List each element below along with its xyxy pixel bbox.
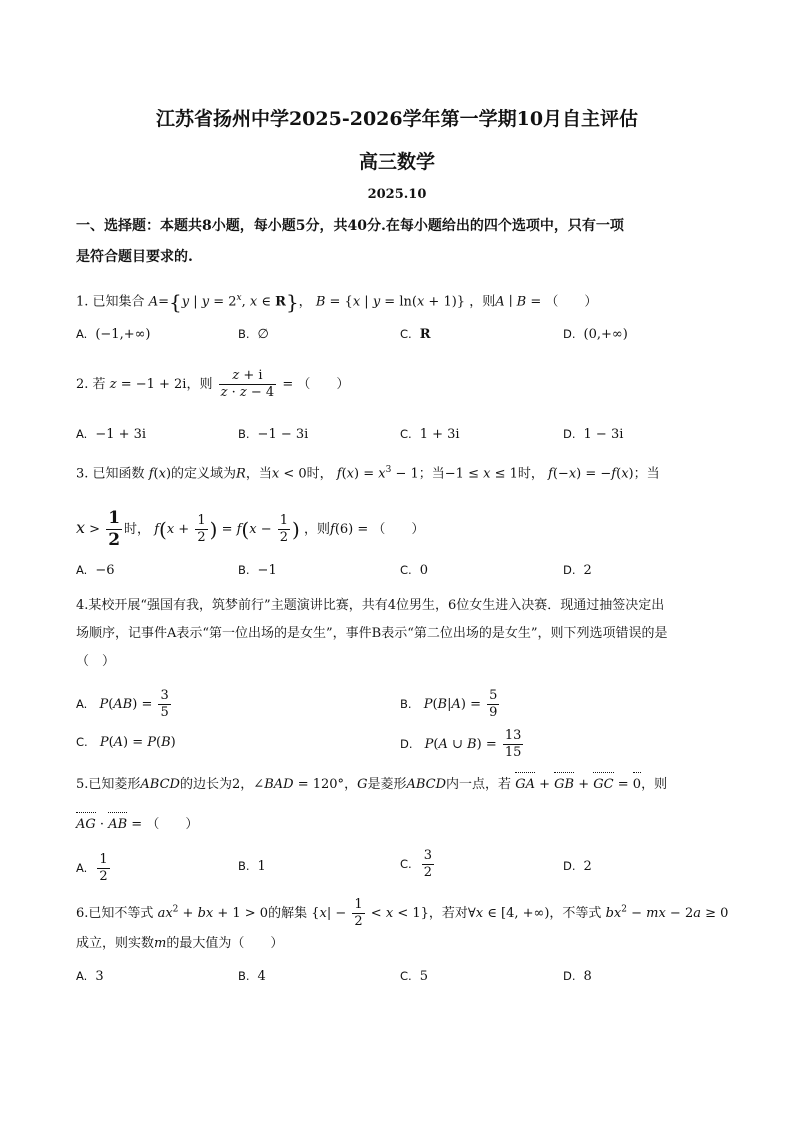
q3-option-d[interactable]: D. 2 xyxy=(563,563,592,578)
question-4-line2: 场顺序，记事件A表示“第一位出场的是女生”，事件B表示“第二位出场的是女生”，则下列选项错误的是 xyxy=(76,626,668,641)
section-heading-line2: 是符合题目要求的. xyxy=(76,249,193,265)
question-4-line1: 4.某校开展“强国有我，筑梦前行”主题演讲比赛，共有4位男生，6位女生进入决赛．现通过抽签决定出 xyxy=(76,598,665,613)
q3-option-a[interactable]: A. −6 xyxy=(76,563,115,578)
section-heading-line1: 一、选择题：本题共8小题，每小题5分，共40分.在每小题给出的四个选项中，只有一项 xyxy=(76,218,624,234)
q2-fraction: $\frac{z + i}{z \cdot \overline{z} - 4}$ xyxy=(220,368,275,400)
exam-date: 2025.10 xyxy=(367,187,427,202)
q4-option-a[interactable]: A. P(AB) = $\frac{3}{5}$ xyxy=(76,688,169,720)
q2-option-b[interactable]: B. −1 − 3i xyxy=(238,427,309,442)
q4-option-c[interactable]: C. P(A) = P(B) xyxy=(76,735,176,750)
set-b-formula: B xyxy=(315,294,326,310)
q2-option-a[interactable]: A. −1 + 3i xyxy=(76,427,147,442)
question-3-line1: 3. 已知函数 f(x)的定义域为R，当x < 0时， $f(x) = x^3 - 1$；当−1 ≤ x ≤ 1时， f(−x) = −f(x)；当 xyxy=(76,465,660,482)
q1-option-b[interactable]: B. ∅ xyxy=(238,327,269,342)
question-stem: 已知集合 xyxy=(92,294,145,310)
q5-option-c[interactable]: C. $\frac{3}{2}$ xyxy=(400,848,432,880)
exam-title: 江苏省扬州中学2025-2026学年第一学期10月自主评估 xyxy=(155,108,639,130)
question-3-line2: x > $\frac{1}{2}$ 时， f(x + $\frac{1}{2}$ ) = f(x − $\frac{1}{2}$ ) ，则f(6) = （ ） xyxy=(76,508,425,550)
question-2: 2. 若 z = −1 + 2i，则 $\frac{z + i}{z \cdot \overline{z} - 4}$ = （ ） xyxy=(76,368,350,400)
question-4-line3: （ ） xyxy=(76,654,116,669)
question-5-line2: AG · AB = （ ） xyxy=(76,815,726,835)
question-1: 1. 已知集合 A={y | $y = 2^x$, x ∈ R}， B = {x | y = ln(x + 1)} ，则A ∣ B = （ ） xyxy=(76,289,598,314)
question-6-line1: 6.已知不等式 $ax^2$ + bx + 1 > 0的解集 {x| − $\frac{1}{2}$ < x < 1}，若对∀x ∈ [4, +∞)，不等式 $bx^2$ − mx − 2a ≥ 0 xyxy=(76,897,729,929)
question-number: 1. xyxy=(76,294,89,310)
q4-option-d[interactable]: D. P(A ∪ B) = $\frac{13}{15}$ xyxy=(400,728,522,760)
q4-option-b[interactable]: B. P(B|A) = $\frac{5}{9}$ xyxy=(400,688,498,720)
q6-option-b[interactable]: B. 4 xyxy=(238,969,266,984)
q3-option-b[interactable]: B. −1 xyxy=(238,563,277,578)
exam-subtitle: 高三数学 xyxy=(358,151,435,173)
q1-option-a[interactable]: A. (−1,+∞) xyxy=(76,327,151,342)
q2-option-d[interactable]: D. 1 − 3i xyxy=(563,427,624,442)
q6-option-a[interactable]: A. 3 xyxy=(76,969,104,984)
q5-option-b[interactable]: B. 1 xyxy=(238,859,266,874)
q5-option-d[interactable]: D. 2 xyxy=(563,859,592,874)
q1-option-c[interactable]: C. R xyxy=(400,327,431,342)
q6-option-d[interactable]: D. 8 xyxy=(563,969,592,984)
q2-option-c[interactable]: C. 1 + 3i xyxy=(400,427,460,442)
question-5-line1: 5.已知菱形ABCD的边长为2，∠BAD = 120°，G是菱形ABCD内一点，若 GA + GB + GC = 0，则 xyxy=(76,775,726,795)
q6-option-c[interactable]: C. 5 xyxy=(400,969,428,984)
set-a-formula: A xyxy=(148,294,159,310)
z-definition: z xyxy=(109,377,117,392)
q3-option-c[interactable]: C. 0 xyxy=(400,563,428,578)
q1-option-d[interactable]: D. (0,+∞) xyxy=(563,327,628,342)
question-6-line2: 成立，则实数m的最大值为（ ） xyxy=(76,936,284,951)
q5-option-a[interactable]: A. $\frac{1}{2}$ xyxy=(76,852,108,884)
